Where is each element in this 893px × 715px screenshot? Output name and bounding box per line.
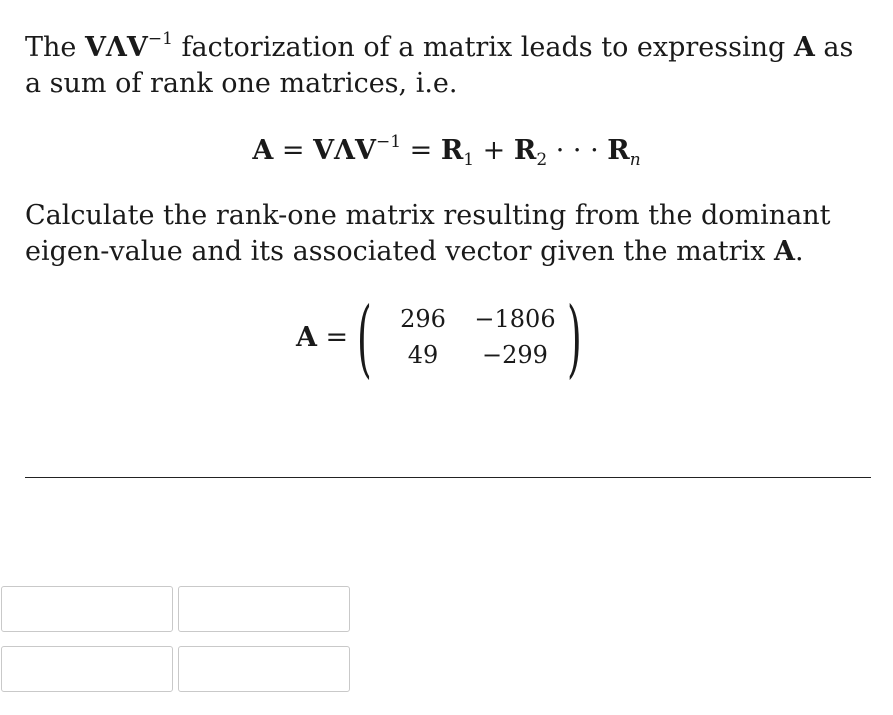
eq-r1-index: 1 — [463, 150, 475, 170]
matrix-cell-1-2: −1806 — [474, 305, 556, 333]
intro-text-3: as a sum of rank one matrices, i.e. — [25, 32, 854, 99]
eq-lhs: A — [252, 135, 274, 166]
task-matrix-symbol: A — [774, 236, 795, 267]
vlv-symbol: VΛV — [84, 32, 148, 63]
matrix-cell-2-1: 49 — [407, 341, 439, 369]
right-parenthesis: ) — [567, 289, 582, 387]
matrix-cell-1-1: 296 — [400, 305, 446, 333]
answer-input-2-2[interactable] — [178, 646, 350, 692]
task-text-2: . — [794, 236, 804, 267]
intro-paragraph — [25, 30, 875, 102]
section-divider — [25, 477, 871, 478]
answer-input-1-2[interactable] — [178, 586, 350, 632]
matrix-cell-2-2: −299 — [482, 341, 548, 369]
matrix-label: A — [296, 322, 317, 353]
eq-vlv: VΛV — [313, 135, 376, 166]
intro-text-1: The — [25, 32, 85, 63]
intro-text-2: factorization of a matrix leads to expressing — [172, 32, 794, 63]
eq-rn: R — [607, 135, 630, 166]
eq-plus: + — [474, 135, 514, 166]
matrix-a-symbol: A — [793, 32, 815, 63]
task-paragraph — [25, 198, 875, 270]
eq-r1: R — [440, 135, 464, 166]
answer-input-2-1[interactable] — [1, 646, 173, 692]
matrix-equals: = — [316, 322, 349, 353]
answer-input-1-1[interactable] — [1, 586, 173, 632]
vlv-exponent: −1 — [147, 29, 173, 49]
eq-r2: R — [513, 135, 537, 166]
eq-equals-1: = — [273, 135, 314, 166]
eq-equals-2: = — [401, 135, 441, 166]
eq-vlv-exponent: −1 — [375, 132, 402, 152]
eq-rn-index: n — [629, 150, 641, 170]
matrix-a-display — [296, 289, 606, 387]
matrix-lhs — [296, 320, 348, 356]
eq-r2-index: 2 — [536, 150, 548, 170]
left-parenthesis: ( — [357, 289, 372, 387]
eq-dots: · · · — [547, 135, 608, 166]
factorization-equation — [0, 133, 893, 169]
task-text-1: Calculate the rank-one matrix resulting from the dominant eigen-value and its associated vector given the matrix — [25, 200, 831, 267]
